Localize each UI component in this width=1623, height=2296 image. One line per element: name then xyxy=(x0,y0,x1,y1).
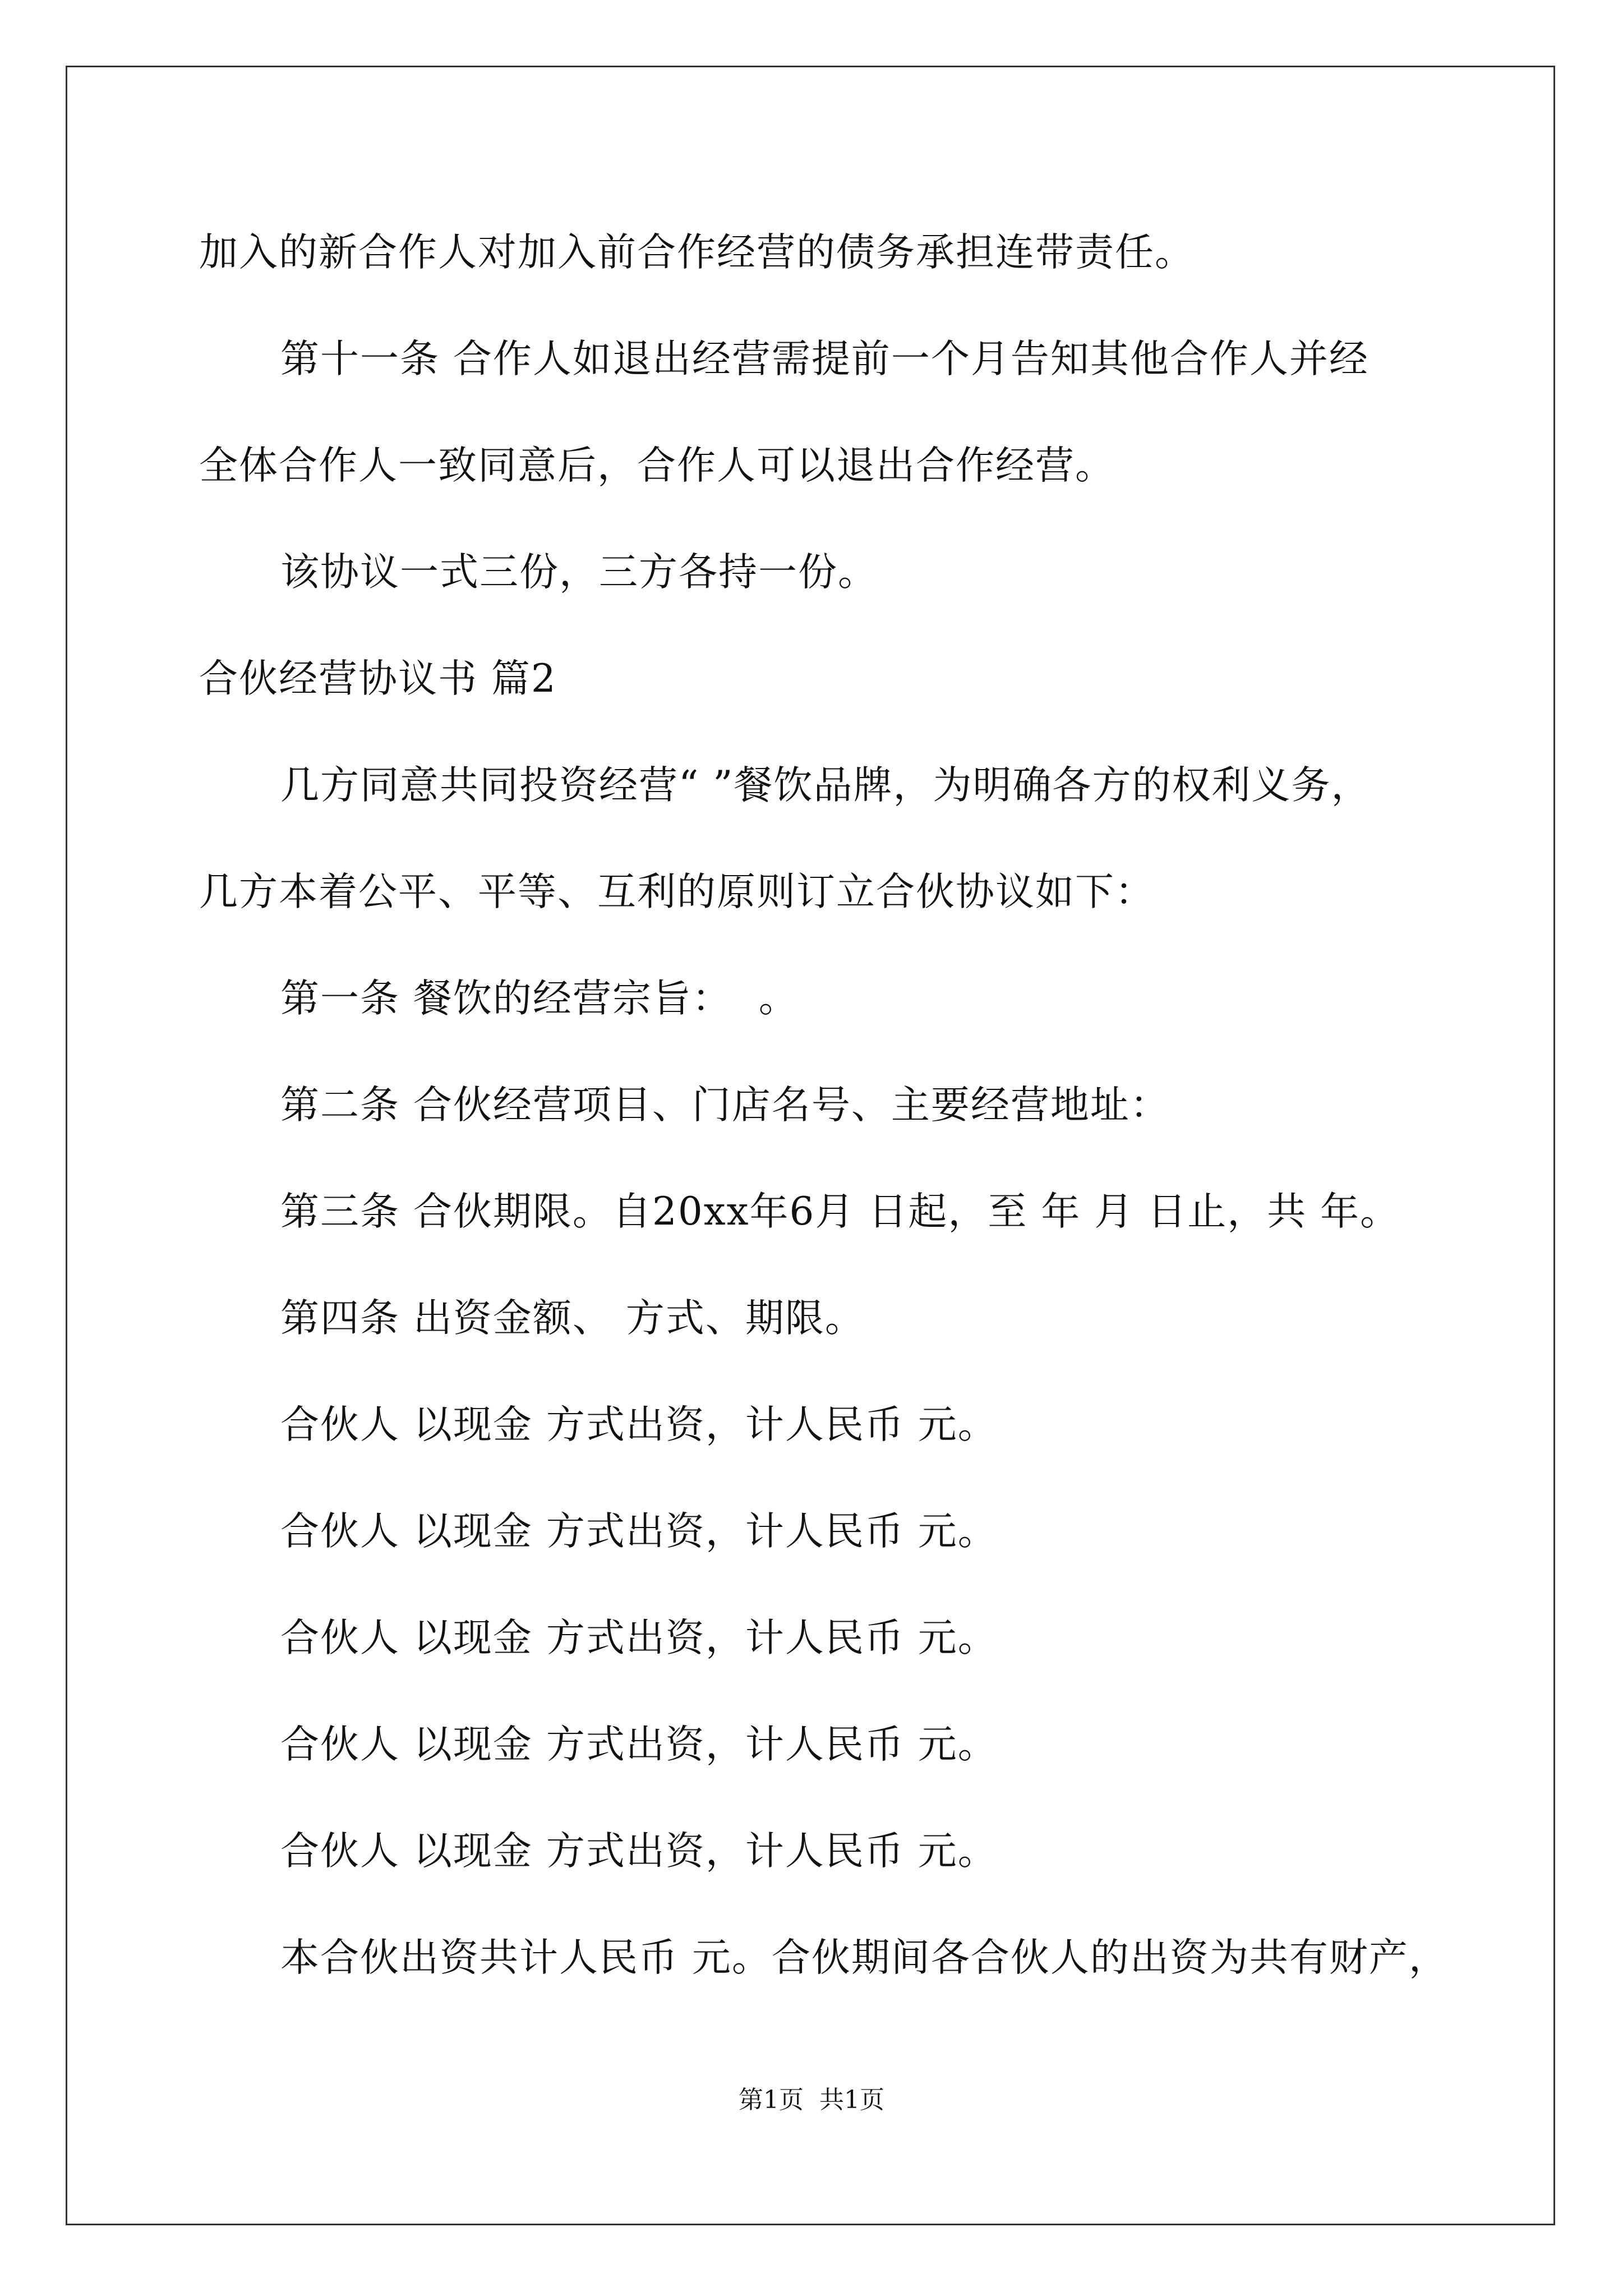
section-heading: 合伙经营协议书 篇2 xyxy=(199,656,557,701)
text-line-8: 第一条 餐饮的经营宗旨： 。 xyxy=(280,976,799,1021)
text-line-15: 合伙人 以现金 方式出资，计人民币 元。 xyxy=(280,1722,998,1767)
text-line-10: 第三条 合伙期限。自20xx年6月 日起，至 年 月 日止，共 年。 xyxy=(280,1189,1400,1234)
text-line-11: 第四条 出资金额、 方式、期限。 xyxy=(280,1296,865,1341)
text-line-4: 该协议一式三份，三方各持一份。 xyxy=(280,550,878,595)
text-line-3: 全体合作人一致同意后，合作人可以退出合作经营。 xyxy=(199,443,1115,488)
page-footer: 第1页 共1页 xyxy=(739,2086,884,2114)
text-line-9: 第二条 合伙经营项目、门店名号、主要经营地址： xyxy=(280,1083,1170,1128)
text-line-12: 合伙人 以现金 方式出资，计人民币 元。 xyxy=(280,1402,998,1447)
text-line-7: 几方本着公平、平等、互利的原则订立合伙协议如下： xyxy=(199,869,1155,914)
text-line-13: 合伙人 以现金 方式出资，计人民币 元。 xyxy=(280,1509,998,1554)
text-line-1: 加入的新合作人对加入前合作经营的债务承担连带责任。 xyxy=(199,230,1195,275)
page-border xyxy=(66,66,1555,2225)
text-line-14: 合伙人 以现金 方式出资，计人民币 元。 xyxy=(280,1616,998,1660)
text-line-16: 合伙人 以现金 方式出资，计人民币 元。 xyxy=(280,1829,998,1874)
text-line-2: 第十一条 合作人如退出经营需提前一个月告知其他合作人并经 xyxy=(280,337,1369,381)
text-line-17: 本合伙出资共计人民币 元。合伙期间各合伙人的出资为共有财产， xyxy=(280,1935,1449,1980)
text-line-6: 几方同意共同投资经营“ ”餐饮品牌，为明确各方的权利义务， xyxy=(280,763,1371,808)
